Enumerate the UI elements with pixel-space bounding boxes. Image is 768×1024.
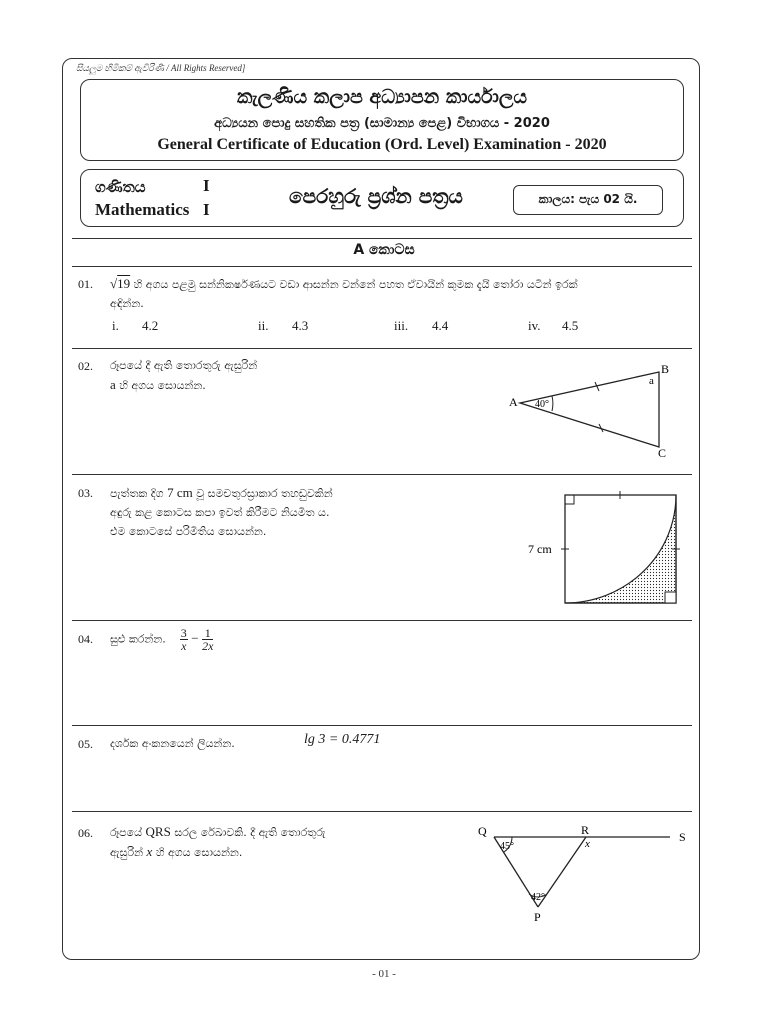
paper-type: පෙරහුරු ප්‍රශ්න පත්‍රය [289, 184, 463, 208]
square-figure [520, 490, 686, 608]
option-4[interactable] [528, 318, 578, 334]
divider [72, 811, 692, 812]
point-r-label: R [581, 823, 590, 837]
option-value: 4.4 [432, 318, 449, 333]
question-3-line1a: පැත්තක දිග [110, 487, 164, 500]
option-label: iii. [394, 318, 409, 333]
question-2-line2: හි අගය සොයන්න. [119, 379, 206, 392]
question-1-line2: අඳින්න. [110, 297, 144, 310]
line-qrs: QRS [145, 824, 171, 839]
divider [72, 266, 692, 267]
question-6-line1a: රූපයේ [110, 826, 143, 839]
option-label: i. [112, 318, 119, 333]
exam-title-sinhala: අධ්‍යයන පොදු සහතික පත්‍ර (සාමාන්‍ය පෙළ) විභාගය - 2020 [214, 116, 550, 131]
right-angle-mark [565, 495, 574, 504]
divider [72, 348, 692, 349]
question-number: 02. [78, 359, 93, 373]
minus-sign: − [191, 630, 199, 646]
rights-notice: සියලුම හිමිකම් ඇවිරිණි / All Rights Reserved] [76, 63, 246, 73]
exam-header [80, 79, 684, 161]
option-value: 4.5 [562, 318, 579, 333]
right-angle-mark [665, 592, 676, 603]
vertex-b-label: B [661, 362, 670, 376]
question-3-line3: එම කොටසේ පරිමිතිය සොයන්න. [110, 525, 267, 538]
question-1-line1: හි අගය පළමු සන්නිකර්ෂණයට වඩා ආසන්න වන්නේ පහත ඒවායින් කුමක දැයි තෝරා යටින් ඉරක් [133, 278, 578, 291]
vertex-a-label: A [509, 395, 518, 409]
question-6-line2b: හි අගය සොයන්න. [155, 846, 243, 859]
subject-box [80, 169, 684, 227]
shaded-region [565, 495, 676, 603]
question-3-line1b: වූ සමචතුරස්‍රාකාර තහඩුවකින් [196, 487, 333, 500]
section-title: A කොටස [353, 242, 415, 258]
institution-name: කැලණිය කලාප අධ්‍යාපන කාර්යාලය [236, 86, 528, 108]
subject-name-sinhala: ගණිතය [95, 178, 146, 196]
divider [72, 725, 692, 726]
sqrt-expression: √19 [110, 276, 131, 291]
question-6-text [110, 822, 325, 862]
question-6-line2a: ඇසුරින් [110, 846, 144, 859]
option-value: 4.2 [142, 318, 159, 333]
option-2[interactable] [258, 318, 308, 334]
question-number: 05. [78, 737, 93, 751]
side-length-label: 7 cm [528, 542, 552, 556]
question-2-text [110, 356, 257, 395]
option-label: iv. [528, 318, 541, 333]
question-4-text [110, 627, 213, 652]
exam-title-english: General Certificate of Education (Ord. Level) Examination - 2020 [157, 136, 607, 153]
divider [72, 620, 692, 621]
side-length: 7 cm [167, 485, 193, 500]
question-number: 06. [78, 826, 93, 840]
angle-b-label: a [649, 375, 654, 387]
triangle-pqr-figure [470, 820, 694, 924]
angle-x-label: x [585, 838, 590, 850]
point-s-label: S [679, 830, 686, 844]
fraction-1: $\frac{3}{x}$ [180, 626, 187, 653]
option-1[interactable] [112, 318, 158, 334]
radicand: 19 [117, 276, 131, 291]
point-p-label: P [534, 910, 541, 924]
question-5-instruction: දර්ශක අංකනයෙන් ලියන්න. [110, 737, 235, 750]
option-label: ii. [258, 318, 269, 333]
triangle-abc-figure [500, 360, 680, 462]
paper-number-english: I [203, 200, 210, 219]
time-box: කාලය: පැය 02 යි. [513, 185, 663, 215]
angle-a-label: 40° [535, 399, 549, 410]
question-1-text [110, 274, 578, 313]
option-3[interactable] [394, 318, 448, 334]
log-expression: lg 3 = 0.4771 [304, 732, 381, 747]
angle-q-label: 45° [500, 841, 514, 852]
question-6-line1b: සරල රේඛාවකි. දී ඇති තොරතුරු [174, 826, 326, 839]
question-4-instruction: සුළු කරන්න. [110, 632, 166, 646]
point-q-label: Q [478, 824, 487, 838]
question-number: 01. [78, 277, 93, 291]
vertex-c-label: C [658, 446, 667, 460]
question-number: 04. [78, 632, 93, 646]
side-rp [538, 837, 586, 907]
fraction-2: $\frac{1}{2x}$ [202, 626, 214, 653]
question-number: 03. [78, 486, 93, 500]
subject-name-english: Mathematics [95, 200, 190, 219]
angle-p-label: 42° [531, 892, 545, 903]
question-3-line2: අඳුරු කළ කොටස කපා ඉවත් කිරීමට නියමිත ය. [110, 506, 330, 519]
question-2-line1: රූපයේ දී ඇති තොරතුරු ඇසුරින් [110, 359, 258, 372]
variable-x: x [146, 844, 153, 859]
paper-number-sinhala: I [203, 176, 210, 195]
option-value: 4.3 [292, 318, 309, 333]
question-3-text [110, 483, 333, 541]
variable-a: a [110, 377, 116, 392]
angle-arc-a [552, 396, 553, 411]
page-number: - 01 - [372, 968, 396, 980]
divider [72, 238, 692, 239]
divider [72, 474, 692, 475]
question-5-text [110, 734, 235, 753]
